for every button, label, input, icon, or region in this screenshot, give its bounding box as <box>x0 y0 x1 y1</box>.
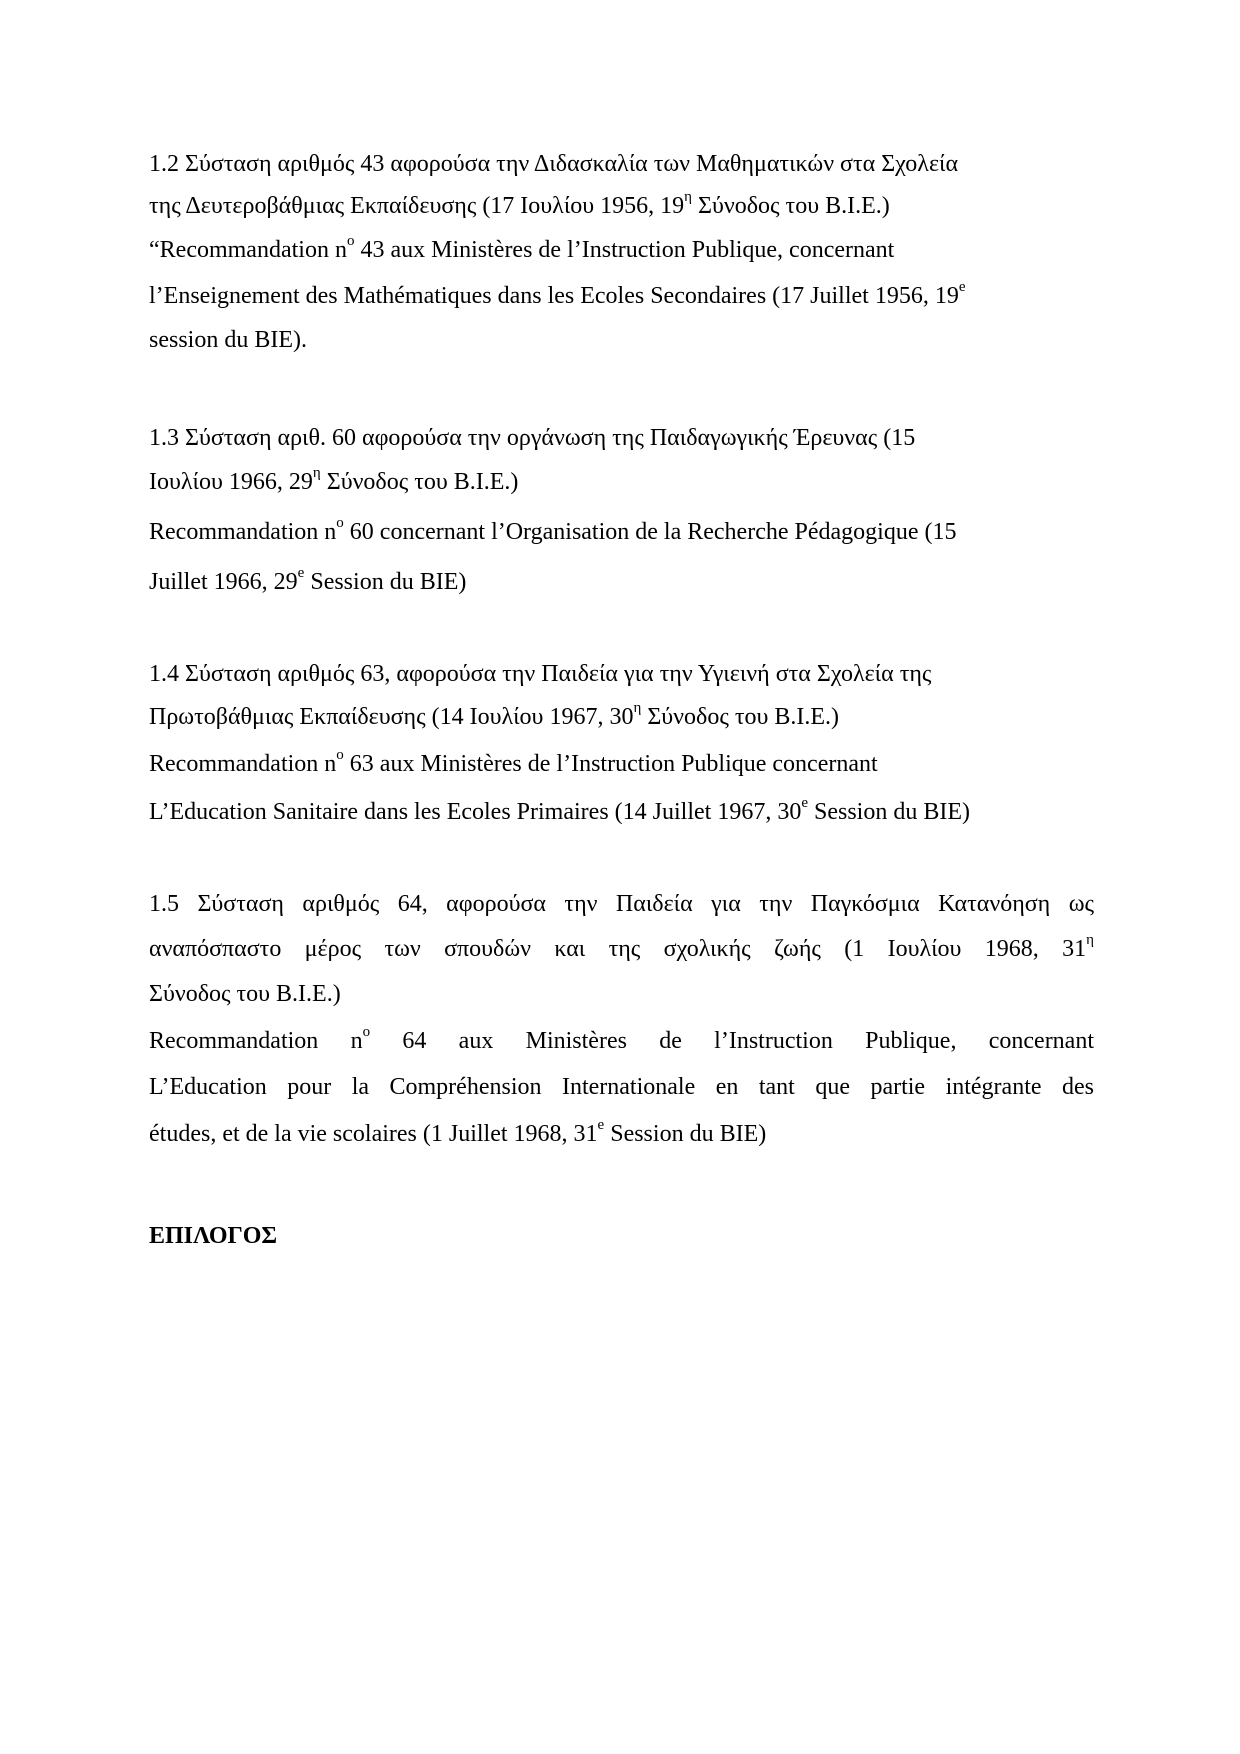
text-line <box>149 233 895 264</box>
text-span: Σύνοδος του Β.Ι.Ε.) <box>320 469 519 495</box>
text-span: L’Education Sanitaire dans les Ecoles Primaires (14 Juillet 1967, 30 <box>149 799 802 825</box>
text-span: 63 aux Ministères de l’Instruction Publique concernant <box>343 751 878 777</box>
text-span: 1.4 Σύσταση αριθμός 63, αφορούσα την Παιδεία για την Υγιεινή στα Σχολεία της <box>149 661 932 687</box>
text-span: Recommandation n <box>149 751 337 777</box>
text-span: της Δευτεροβάθμιας Εκπαίδευσης (17 Ιουλίου 1956, 19 <box>149 193 685 219</box>
superscript: e <box>597 1117 605 1133</box>
superscript: o <box>362 1024 371 1040</box>
text-line <box>149 700 840 731</box>
text-line <box>149 980 341 1008</box>
text-span: 1.5 Σύσταση αριθμός 64, αφορούσα την Παιδεία για την Παγκόσμια Κατανόηση ως <box>149 891 1094 917</box>
text-span: session du BIE). <box>149 327 307 353</box>
text-line <box>149 150 958 178</box>
superscript: η <box>1086 932 1094 948</box>
text-line <box>149 1073 1094 1101</box>
text-line <box>149 515 957 546</box>
superscript: η <box>684 189 693 205</box>
text-span: Juillet 1966, 29 <box>149 569 298 595</box>
text-span: Σύνοδος του Β.Ι.Ε.) <box>692 193 890 219</box>
text-span: 1.2 Σύσταση αριθμός 43 αφορούσα την Διδασκαλία των Μαθηματικών στα Σχολεία <box>149 151 959 177</box>
superscript: o <box>336 747 344 763</box>
text-span: Session du BIE) <box>304 569 467 595</box>
text-span: L’Education pour la Compréhension Internationale en tant que partie intégrante des <box>149 1074 1094 1100</box>
superscript: e <box>958 279 966 295</box>
text-line <box>149 660 931 688</box>
superscript: o <box>336 515 344 531</box>
text-span: Πρωτοβάθμιας Εκπαίδευσης (14 Ιουλίου 1967, 30 <box>149 704 634 730</box>
superscript: e <box>801 795 808 811</box>
text-line <box>149 747 878 778</box>
text-line <box>149 890 1094 918</box>
text-span: Ιουλίου 1966, 29 <box>149 469 313 495</box>
text-span: Recommandation n <box>149 1028 363 1054</box>
text-span: Σύνοδος του Β.Ι.Ε.) <box>641 704 840 730</box>
text-span: “Recommandation n <box>149 237 347 263</box>
text-line <box>149 279 966 310</box>
text-span: Σύνοδος του Β.Ι.Ε.) <box>149 981 341 1007</box>
text-line <box>149 326 307 354</box>
text-span: Session du BIE) <box>604 1121 767 1147</box>
text-line <box>149 932 1094 963</box>
section-heading: ΕΠΙΛΟΓΟΣ <box>149 1223 278 1249</box>
text-span: 60 concernant l’Organisation de la Recherche Pédagogique (15 <box>343 519 957 545</box>
text-line <box>149 565 467 596</box>
text-span: 64 aux Ministères de l’Instruction Publique, concernant <box>370 1028 1095 1054</box>
text-line <box>149 1024 1095 1055</box>
text-span: l’Enseignement des Mathématiques dans les Ecoles Secondaires (17 Juillet 1956, 19 <box>149 283 959 309</box>
superscript: e <box>297 565 305 581</box>
superscript: o <box>346 233 355 249</box>
text-line <box>149 465 519 496</box>
text-line <box>149 189 890 220</box>
text-span: αναπόσπαστο μέρος των σπουδών και της σχολικής ζωής (1 Ιουλίου 1968, 31 <box>149 936 1087 962</box>
text-span: 43 aux Ministères de l’Instruction Publique, concernant <box>354 237 895 263</box>
superscript: η <box>312 465 321 481</box>
text-span: études, et de la vie scolaires (1 Juillet 1968, 31 <box>149 1121 598 1147</box>
text-line <box>149 795 970 826</box>
superscript: η <box>633 700 642 716</box>
text-span: 1.3 Σύσταση αριθ. 60 αφορούσα την οργάνωση της Παιδαγωγικής Έρευνας (15 <box>149 425 916 451</box>
text-span: Session du BIE) <box>807 799 970 825</box>
text-span: Recommandation n <box>149 519 337 545</box>
text-line <box>149 1117 767 1148</box>
text-line <box>149 424 915 452</box>
